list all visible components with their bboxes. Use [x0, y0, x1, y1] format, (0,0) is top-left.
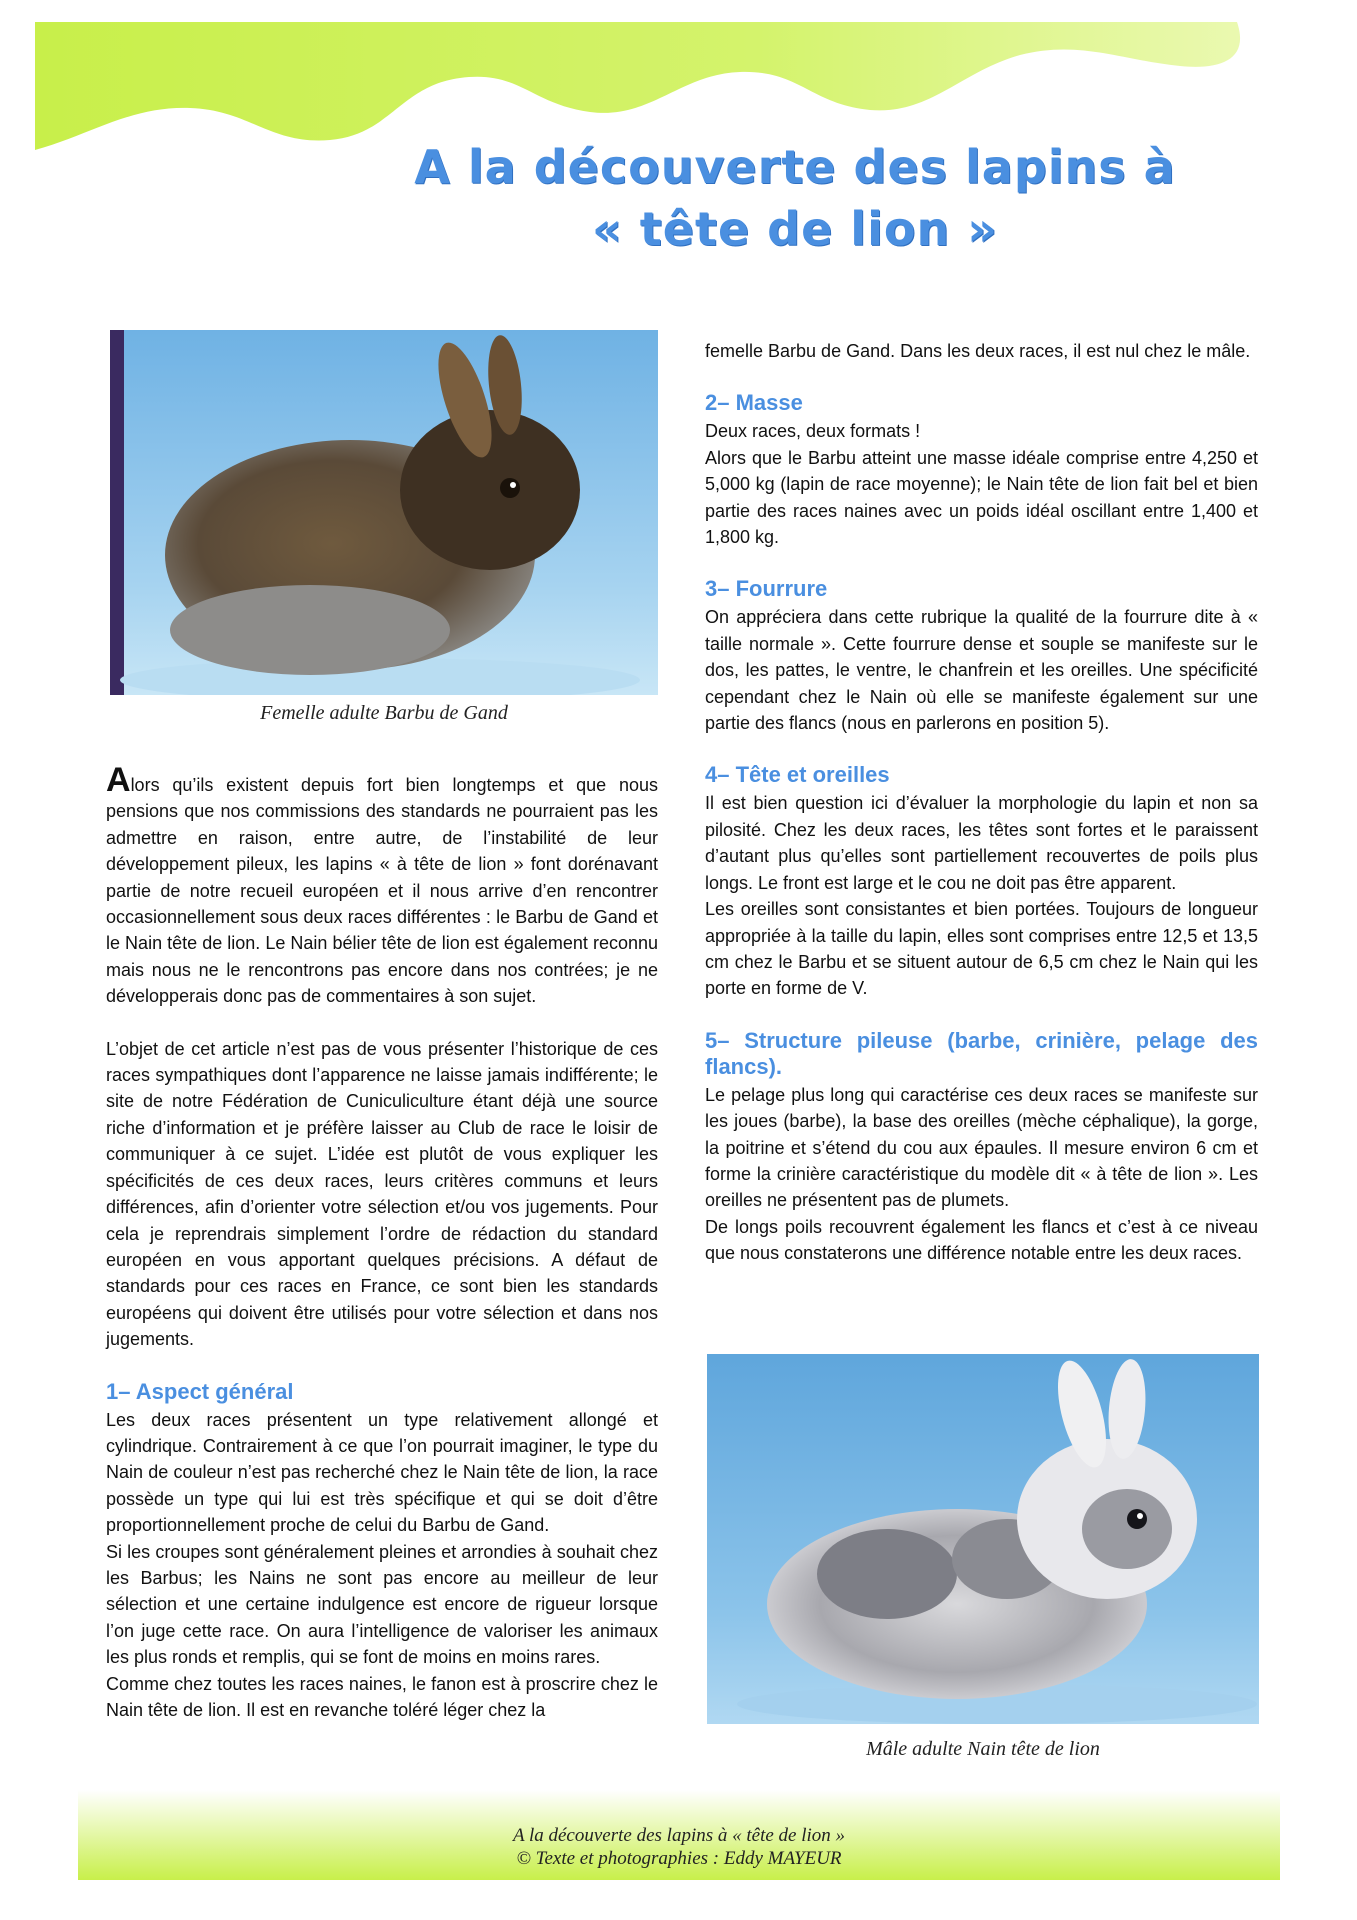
- section-5-paragraph-2: De longs poils recouvrent également les flancs et c’est à ce niveau que nous constaterons une différence notable entre les deux races.: [705, 1216, 1258, 1264]
- section-heading-tete-oreilles: 4– Tête et oreilles: [705, 762, 890, 788]
- photo-nain-tete-de-lion: [707, 1354, 1259, 1724]
- section-1-paragraph-3: Comme chez toutes les races naines, le fanon est à proscrire chez le Nain tête de lion. Il est en revanche toléré léger chez la: [106, 1673, 658, 1720]
- right-column: [705, 338, 1258, 1267]
- section-1-continuation: femelle Barbu de Gand. Dans les deux races, il est nul chez le mâle.: [705, 341, 1251, 361]
- section-heading-masse: 2– Masse: [705, 390, 803, 416]
- section-1-paragraph-2: Si les croupes sont généralement pleines et arrondies à souhait chez les Barbus; les Nains ne sont pas encore au meilleur de leur sélection et une certaine indulgence est encore de rigueur lorsque l’on juge cette race. On aura l’intelligence de valoriser les animaux les plus ronds et remplis, qui se font de moins en moins rares.: [106, 1541, 658, 1668]
- section-3-paragraph-1: On appréciera dans cette rubrique la qualité de la fourrure dite à « taille normale ». Cette fourrure dense et souple se manifeste sur le dos, les pattes, le ventre, le chanfrein et les oreilles. Une spécificité cependant chez le Nain où elle se manifeste également sur une partie des flancs (nous en parlerons en position 5).: [705, 607, 1258, 734]
- footer-title: A la découverte des lapins à « tête de lion »: [512, 1825, 846, 1846]
- left-column: [106, 761, 658, 1723]
- photo-barbu-de-gand: [110, 330, 658, 695]
- photo-caption-barbu: Femelle adulte Barbu de Gand: [260, 702, 508, 724]
- section-4-paragraph-2: Les oreilles sont consistantes et bien portées. Toujours de longueur appropriée à la taille du lapin, elles sont comprises entre 12,5 et 13,5 cm chez le Barbu et se situent autour de 6,5 cm chez le Nain qui les porte en forme de V.: [705, 899, 1258, 999]
- page-title-line2: « tête de lion »: [592, 202, 998, 256]
- section-4-paragraph-1: Il est bien question ici d’évaluer la morphologie du lapin et non sa pilosité. Chez les deux races, les têtes sont fortes et le paraissent d’autant plus qu’elles sont partiellement recouvertes de poils plus longs. Le front est large et le cou ne doit pas être apparent.: [705, 793, 1258, 893]
- section-2-paragraph-2: Alors que le Barbu atteint une masse idéale comprise entre 4,250 et 5,000 kg (lapin de race moyenne); le Nain tête de lion fait bel et bien partie des races naines avec un poids idéal oscillant entre 1,400 et 1,800 kg.: [705, 447, 1258, 548]
- section-heading-aspect-general: 1– Aspect général: [106, 1378, 294, 1404]
- section-heading-structure-pileuse: 5– Structure pileuse (barbe, crinière, pelage des flancs).: [705, 1027, 1258, 1079]
- intro-paragraph-2: L’objet de cet article n’est pas de vous présenter l’historique de ces races sympathiques dont l’apparence ne laisse jamais indifférente; le site de notre Fédération de Cuniculiculture étant déjà une source riche d’information et je préfère laisser au Club de race le loisir de communiquer à ce sujet. L’idée est plutôt de vous expliquer les spécificités de ces deux races, leurs critères communs et leurs différences, afin d’orienter votre sélection et/ou vos jugements. Pour cela je reprendrais simplement l’ordre de rédaction du standard européen en vous apportant quelques précisions. A défaut de standards pour ces races en France, ce sont bien les standards européens qui doivent être utilisés pour votre sélection et dans nos jugements.: [106, 1038, 658, 1350]
- photo-caption-nain: Mâle adulte Nain tête de lion: [866, 1738, 1100, 1760]
- drop-cap: A: [106, 761, 131, 799]
- section-2-paragraph-1: Deux races, deux formats !: [705, 421, 921, 442]
- section-heading-fourrure: 3– Fourrure: [705, 576, 828, 602]
- footer-credit: © Texte et photographies : Eddy MAYEUR: [516, 1848, 842, 1869]
- intro-paragraph-1: Alors qu’ils existent depuis fort bien longtemps et que nous pensions que nos commissions des standards ne pourraient pas les admettre en raison, entre autre, de l’instabilité de leur développement pileux, les lapins « à tête de lion » font dorénavant partie de notre recueil européen et il nous arrive d’en rencontrer occasionnellement sous deux races différentes : le Barbu de Gand et le Nain tête de lion. Le Nain bélier tête de lion est également reconnu mais nous ne le rencontrons pas encore dans nos contrées; je ne développerais donc pas de commentaires à son sujet.: [106, 761, 658, 1007]
- page-title-line1: A la découverte des lapins à: [414, 140, 1176, 194]
- section-5-paragraph-1: Le pelage plus long qui caractérise ces deux races se manifeste sur les joues (barbe), la base des oreilles (mèche céphalique), la gorge, la poitrine et s’étend du cou aux épaules. Il mesure environ 6 cm et forme la crinière caractéristique du modèle dit « à tête de lion ». Les oreilles ne présentent pas de plumets.: [705, 1084, 1258, 1211]
- section-1-paragraph-1: Les deux races présentent un type relativement allongé et cylindrique. Contrairement à ce que l’on pourrait imaginer, le type du Nain de couleur n’est pas recherché chez le Nain tête de lion, la race possède un type qui lui est très spécifique et qui se doit d’être proportionnellement proche de celui du Barbu de Gand.: [106, 1409, 658, 1536]
